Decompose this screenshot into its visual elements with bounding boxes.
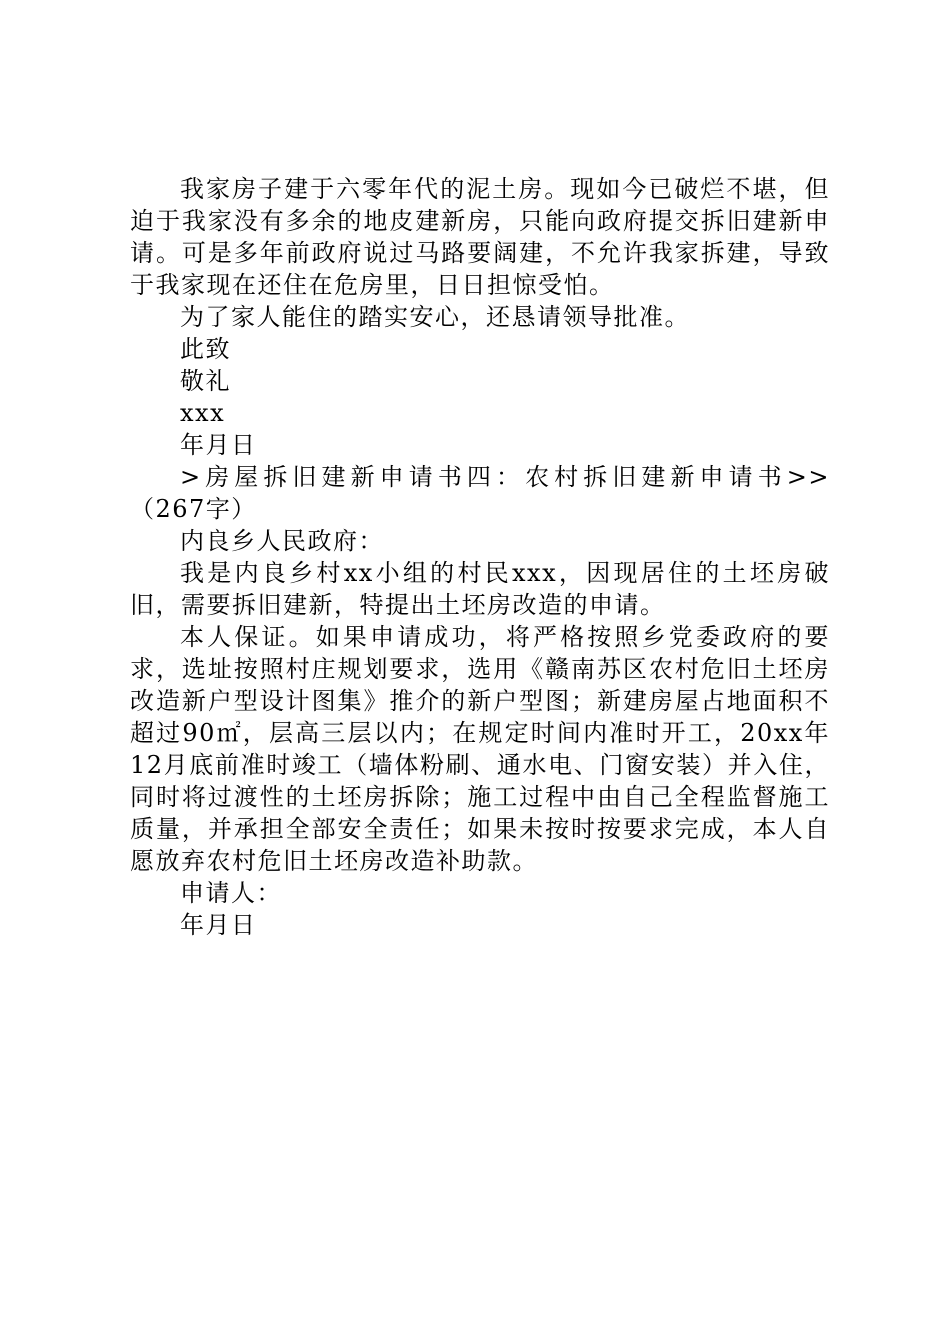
paragraph-request-approval: 为了家人能住的踏实安心，还恳请领导批准。 [180,303,690,331]
recipient-line: 内良乡人民政府： [180,527,384,555]
applicant-date: 年月日 [180,911,257,939]
closing-regards: 敬礼 [180,367,231,395]
paragraph-applicant-intro: 我是内良乡村xx小组的村民xxx，因现居住的土坯房破旧，需要拆旧建新，特提出土坯房改造的申请。 [130,559,830,619]
signature-name: xxx [180,399,226,427]
document-body [130,173,830,941]
section-heading: >房屋拆旧建新申请书四：农村拆旧建新申请书>>（267字） [130,463,830,523]
paragraph-house-history: 我家房子建于六零年代的泥土房。现如今已破烂不堪，但迫于我家没有多余的地皮建新房，只能向政府提交拆旧建新申请。可是多年前政府说过马路要阔建，不允许我家拆建，导致于我家现在还住在危房里，日日担惊受怕。 [130,175,830,299]
paragraph-guarantee: 本人保证。如果申请成功，将严格按照乡党委政府的要求，选址按照村庄规划要求，选用《赣南苏区农村危旧土坯房改造新户型设计图集》推介的新户型图；新建房屋占地面积不超过90㎡，层高三层以内；在规定时间内准时开工，20xx年12月底前准时竣工（墙体粉刷、通水电、门窗安装）并入住，同时将过渡性的土坯房拆除；施工过程中由自己全程监督施工质量，并承担全部安全责任；如果未按时按要求完成，本人自愿放弃农村危旧土坯房改造补助款。 [130,623,830,875]
closing-salutation: 此致 [180,335,231,363]
applicant-label: 申请人： [180,879,282,907]
signature-date: 年月日 [180,431,257,459]
